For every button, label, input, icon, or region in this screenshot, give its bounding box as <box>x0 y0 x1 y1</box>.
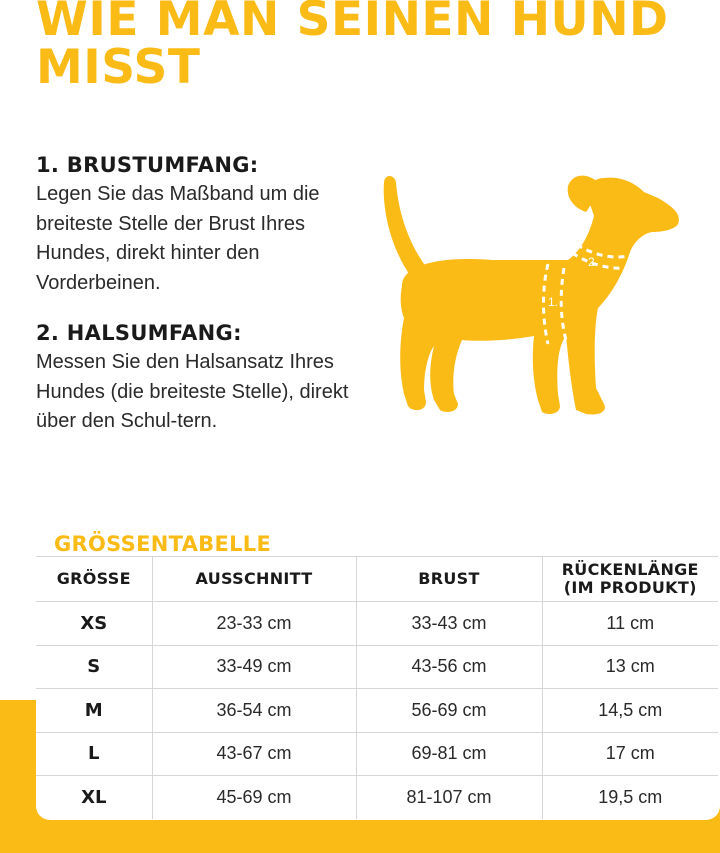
cell-neck: 33-49 cm <box>152 645 356 689</box>
table-row <box>36 732 718 776</box>
table-row <box>36 776 718 819</box>
cell-neck: 45-69 cm <box>152 776 356 819</box>
chest-heading: 1. BRUSTUMFANG: <box>36 153 259 177</box>
dog-silhouette-icon <box>372 168 692 428</box>
cell-chest: 43-56 cm <box>356 645 542 689</box>
neck-marker: 2. <box>588 255 599 269</box>
cell-size: XL <box>81 786 107 808</box>
cell-chest: 56-69 cm <box>356 689 542 733</box>
neck-instructions <box>36 320 356 437</box>
page-title-line-2: MISST <box>36 40 201 95</box>
table-row <box>36 602 718 646</box>
header-chest: BRUST <box>356 557 542 602</box>
table-header-row <box>36 557 718 602</box>
cell-size: M <box>36 689 152 733</box>
cell-back: 13 cm <box>542 645 718 689</box>
page-title <box>36 0 669 95</box>
cell-back: 17 cm <box>542 732 718 776</box>
header-back-length <box>542 557 718 602</box>
cell-chest: 81-107 cm <box>356 776 542 819</box>
page-title-line-1: WIE MAN SEINEN HUND <box>36 0 669 47</box>
cell-chest: 69-81 cm <box>356 732 542 776</box>
table-row <box>36 645 718 689</box>
cell-size: L <box>36 732 152 776</box>
header-neck: AUSSCHNITT <box>152 557 356 602</box>
header-size: GRÖSSE <box>36 557 152 602</box>
cell-neck: 43-67 cm <box>152 732 356 776</box>
cell-chest: 33-43 cm <box>356 602 542 646</box>
neck-heading: 2. HALSUMFANG: <box>36 321 242 345</box>
cell-back: 14,5 cm <box>542 689 718 733</box>
cell-back: 19,5 cm <box>542 776 718 819</box>
cell-neck: 23-33 cm <box>152 602 356 646</box>
header-back-length-line-2: (IM PRODUKT) <box>563 578 697 597</box>
cell-neck: 36-54 cm <box>152 689 356 733</box>
chest-text: Legen Sie das Maßband um die breiteste Stelle der Brust Ihres Hundes, direkt hinter den Vorderbeinen. <box>36 183 320 294</box>
cell-size: XS <box>36 602 152 646</box>
chest-marker: 1. <box>548 295 559 309</box>
neck-text: Messen Sie den Halsansatz Ihres Hundes (die breiteste Stelle), direkt über den Schul-tern. <box>36 351 349 432</box>
cell-back: 11 cm <box>542 602 718 646</box>
table-row <box>36 689 718 733</box>
cell-size: S <box>36 645 152 689</box>
chest-instructions <box>36 152 356 298</box>
size-table-title: GRÖSSENTABELLE <box>54 532 272 556</box>
size-table <box>36 556 718 819</box>
header-back-length-line-1: RÜCKENLÄNGE <box>561 560 699 579</box>
